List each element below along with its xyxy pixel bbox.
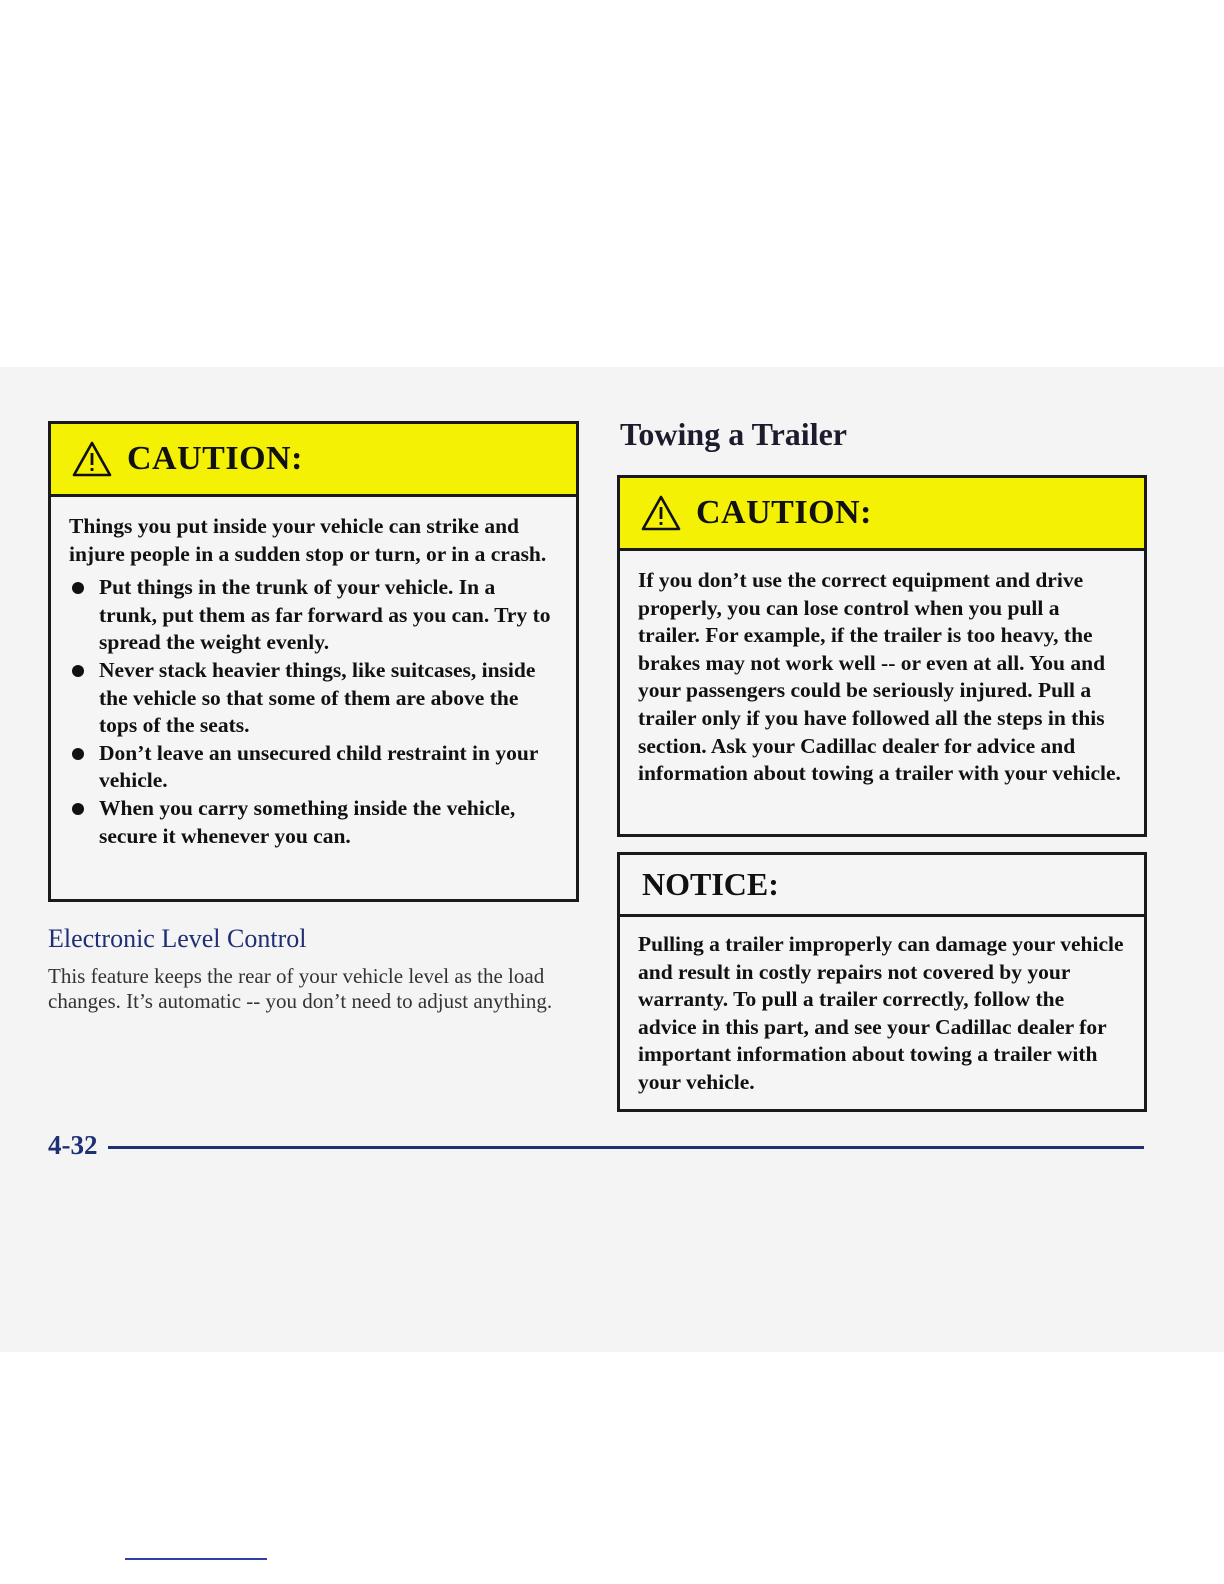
caution-body <box>620 551 1144 802</box>
elc-body-text: This feature keeps the rear of your vehicle level as the load changes. It’s automatic -- you don’t need to adjust anything. <box>48 964 553 1013</box>
page-number: 4-32 <box>48 1130 98 1160</box>
caution-label: CAUTION: <box>127 440 303 477</box>
warning-triangle-icon <box>640 494 682 532</box>
notice-label: NOTICE: <box>620 855 1144 917</box>
warning-triangle-icon <box>71 440 113 478</box>
section-heading-towing: Towing a Trailer <box>620 416 847 452</box>
caution-box-towing <box>617 475 1147 837</box>
notice-box <box>617 852 1147 1112</box>
footer-rule <box>108 1146 1144 1149</box>
bullet-item: Put things in the trunk of your vehicle. In a trunk, put them as far forward as you can. Try to spread the weight evenly. <box>69 574 558 657</box>
caution-label: CAUTION: <box>696 494 872 531</box>
notice-body <box>620 917 1144 1111</box>
caution-header <box>620 478 1144 551</box>
caution-bullet-list <box>69 574 558 850</box>
bullet-item: When you carry something inside the vehicle, secure it whenever you can. <box>69 795 558 850</box>
caution-body <box>51 497 576 864</box>
notice-text: Pulling a trailer improperly can damage your vehicle and result in costly repairs not covered by your warranty. To pull a trailer correctly, follow the advice in this part, and see your Cadillac dealer for important information about towing a trailer with your vehicle. <box>638 932 1124 1094</box>
section-heading-elc: Electronic Level Control <box>48 924 307 953</box>
caution-intro: Things you put inside your vehicle can strike and injure people in a sudden stop or turn, or in a crash. <box>69 514 547 566</box>
caution-box-left <box>48 421 579 902</box>
bottom-divider <box>125 1558 267 1560</box>
bullet-item: Don’t leave an unsecured child restraint in your vehicle. <box>69 740 558 795</box>
towing-caution-text: If you don’t use the correct equipment and drive properly, you can lose control when you pull a trailer. For example, if the trailer is too heavy, the brakes may not work well -- or even at all. You and your passengers could be seriously injured. Pull a trailer only if you have followed all the steps in this section. Ask your Cadillac dealer for advice and information about towing a trailer with your vehicle. <box>638 568 1121 786</box>
bullet-item: Never stack heavier things, like suitcases, inside the vehicle so that some of them are above the tops of the seats. <box>69 657 558 740</box>
caution-header <box>51 424 576 497</box>
